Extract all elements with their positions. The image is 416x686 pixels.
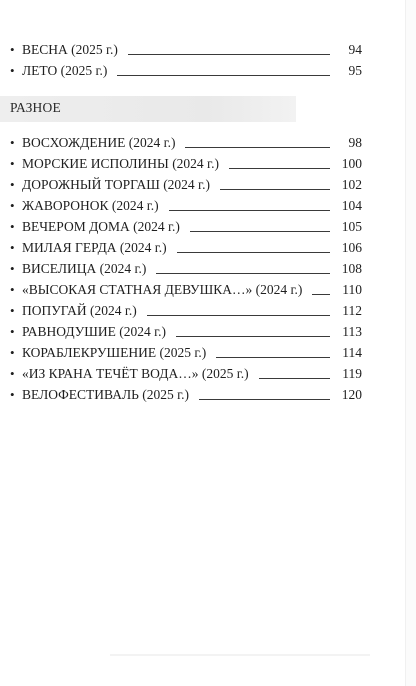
page-edge: [405, 0, 416, 686]
entry-page: 104: [341, 198, 362, 213]
entry-page: 110: [342, 282, 362, 297]
entry-page: 102: [341, 177, 362, 192]
entry-title: ДОРОЖНЫЙ ТОРГАШ (2024 г.): [22, 177, 210, 192]
toc-entry: [10, 236, 362, 256]
entry-page: 95: [348, 63, 362, 78]
entry-title: ВИСЕЛИЦА (2024 г.): [22, 261, 147, 276]
page-smudge: [110, 654, 370, 656]
bullet-icon: •: [10, 366, 15, 381]
leader-line: [117, 74, 330, 76]
leader-line: [220, 188, 330, 190]
toc-entry: [10, 383, 362, 403]
leader-line: [190, 230, 330, 232]
bullet-icon: •: [10, 261, 15, 276]
bullet-icon: •: [10, 324, 15, 339]
leader-line: [169, 209, 330, 211]
leader-line: [156, 272, 330, 274]
entry-title: КОРАБЛЕКРУШЕНИЕ (2025 г.): [22, 345, 207, 360]
toc-entry: [10, 362, 362, 382]
entry-title: «ИЗ КРАНА ТЕЧЁТ ВОДА…» (2025 г.): [22, 366, 249, 381]
entry-page: 114: [342, 345, 362, 360]
entry-page: 120: [341, 387, 362, 402]
leader-line: [177, 251, 330, 253]
toc-entry: [10, 257, 362, 277]
bullet-icon: •: [10, 42, 15, 57]
toc-entry: [10, 152, 362, 172]
entry-page: 98: [348, 135, 362, 150]
entry-page: 108: [341, 261, 362, 276]
entry-page: 94: [348, 42, 362, 57]
toc-entry: [10, 299, 362, 319]
toc-entry: [10, 215, 362, 235]
leader-line: [185, 146, 330, 148]
bullet-icon: •: [10, 156, 15, 171]
entry-page: 112: [342, 303, 362, 318]
entry-page: 113: [342, 324, 362, 339]
entry-title: МОРСКИЕ ИСПОЛИНЫ (2024 г.): [22, 156, 219, 171]
leader-line: [229, 167, 330, 169]
bullet-icon: •: [10, 219, 15, 234]
entry-title: РАВНОДУШИЕ (2024 г.): [22, 324, 167, 339]
entry-title: «ВЫСОКАЯ СТАТНАЯ ДЕВУШКА…» (2024 г.): [22, 282, 303, 297]
toc-entry: [10, 194, 362, 214]
bullet-icon: •: [10, 387, 15, 402]
leader-line: [259, 377, 330, 379]
bullet-icon: •: [10, 177, 15, 192]
entry-page: 105: [341, 219, 362, 234]
bullet-icon: •: [10, 198, 15, 213]
bullet-icon: •: [10, 240, 15, 255]
entry-page: 106: [341, 240, 362, 255]
section-title: РАЗНОЕ: [10, 100, 61, 115]
toc-entry: [10, 173, 362, 193]
leader-line: [176, 335, 330, 337]
entry-page: 100: [341, 156, 362, 171]
entry-title: ЖАВОРОНОК (2024 г.): [22, 198, 159, 213]
entry-title: ВЕСНА (2025 г.): [22, 42, 118, 57]
toc-entry: [10, 341, 362, 361]
toc-entry: [10, 59, 362, 79]
bullet-icon: •: [10, 135, 15, 150]
toc-entry: [10, 131, 362, 151]
toc-entry: [10, 320, 362, 340]
entry-title: ВОСХОЖДЕНИЕ (2024 г.): [22, 135, 176, 150]
entry-title: ВЕЛОФЕСТИВАЛЬ (2025 г.): [22, 387, 189, 402]
entry-title: ВЕЧЕРОМ ДОМА (2024 г.): [22, 219, 180, 234]
entry-title: ЛЕТО (2025 г.): [22, 63, 108, 78]
entry-title: ПОПУГАЙ (2024 г.): [22, 303, 137, 318]
leader-line: [199, 398, 330, 400]
leader-line: [216, 356, 330, 358]
leader-line: [312, 293, 330, 295]
leader-line: [147, 314, 330, 316]
entry-page: 119: [342, 366, 362, 381]
toc-entry: [10, 278, 362, 298]
bullet-icon: •: [10, 345, 15, 360]
leader-line: [128, 53, 330, 55]
bullet-icon: •: [10, 303, 15, 318]
bullet-icon: •: [10, 282, 15, 297]
bullet-icon: •: [10, 63, 15, 78]
entry-title: МИЛАЯ ГЕРДА (2024 г.): [22, 240, 167, 255]
toc-entry: [10, 38, 362, 58]
